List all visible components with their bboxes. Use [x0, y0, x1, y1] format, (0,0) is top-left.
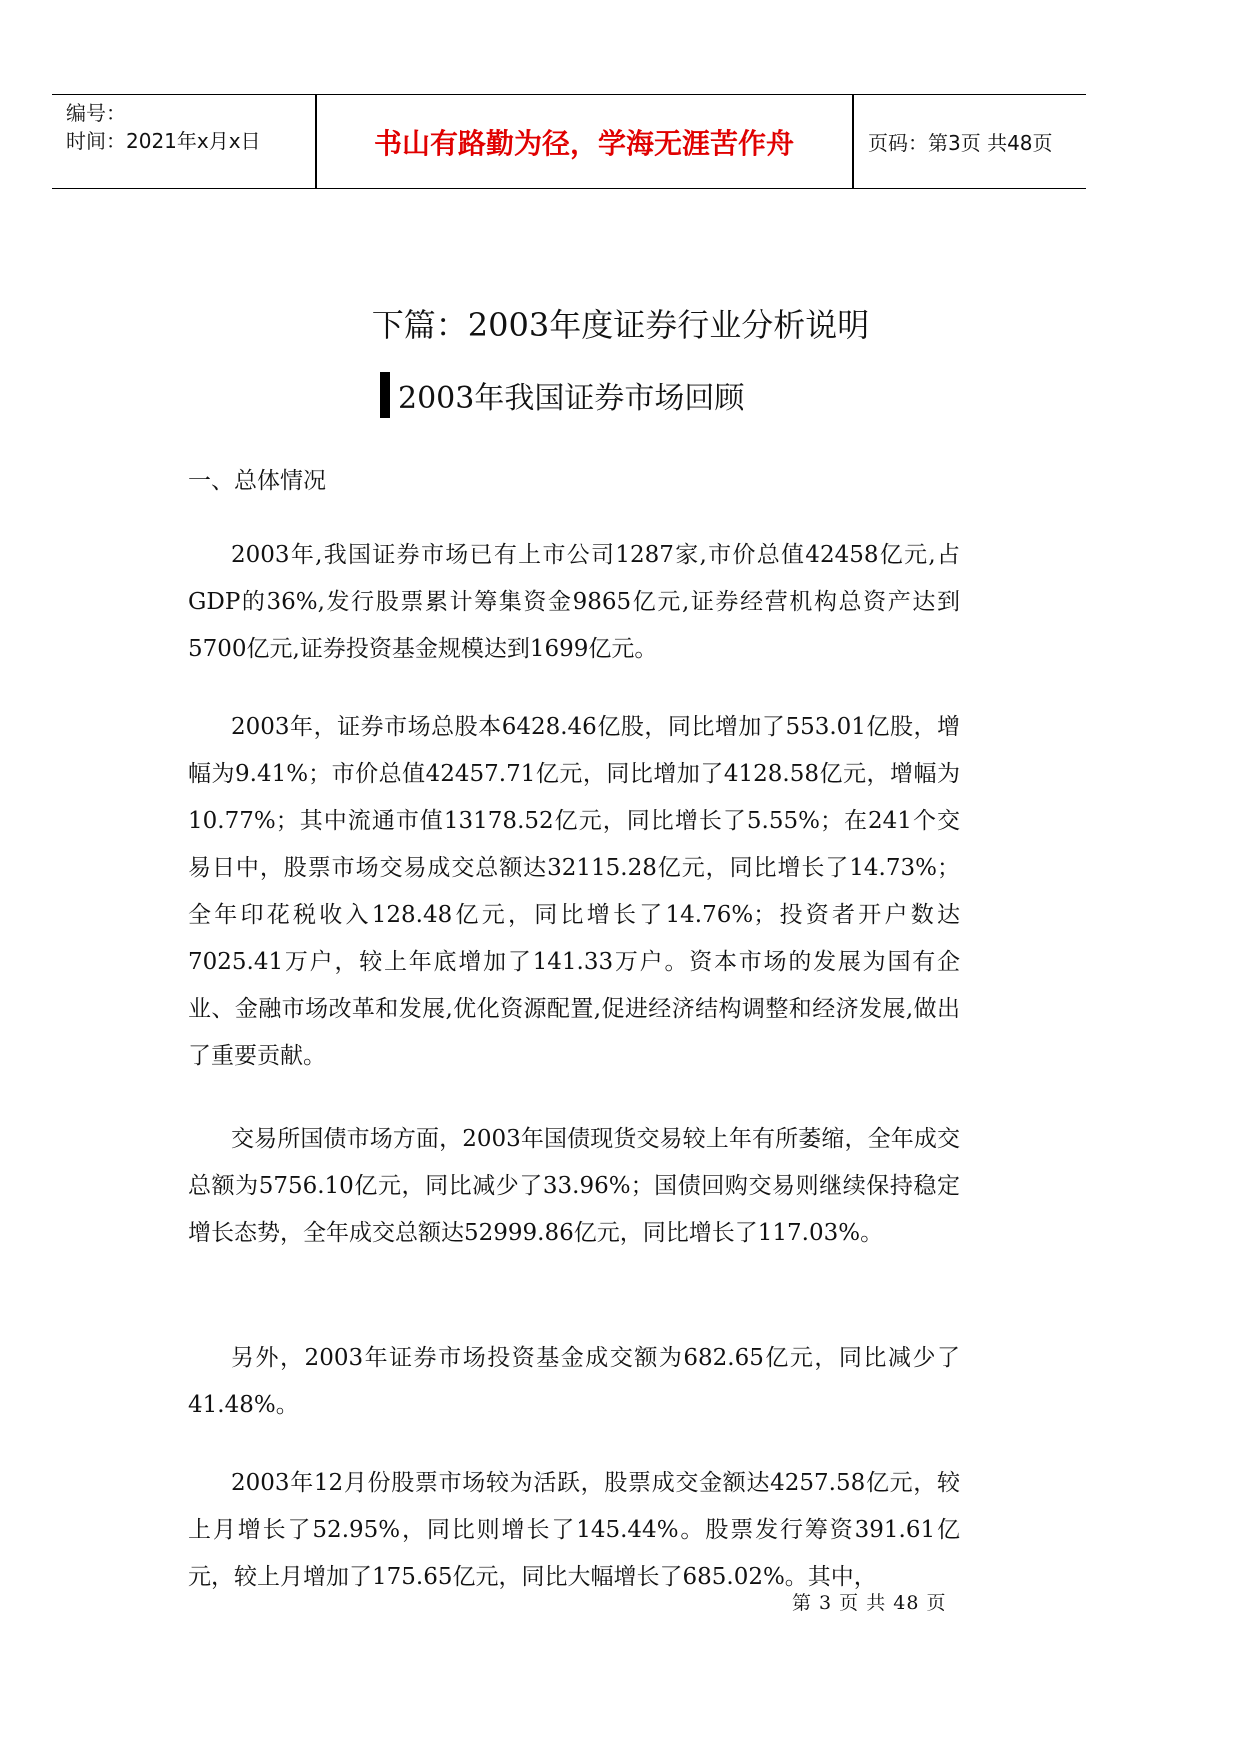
header-page-info: 页码：第3页 共48页: [868, 131, 1053, 155]
header-meta: [52, 95, 315, 188]
paragraph: 2003年12月份股票市场较为活跃，股票成交金额达4257.58亿元，较上月增长了52.95%，同比则增长了145.44%。股票发行筹资391.61亿元，较上月增加了175.65亿元，同比大幅增长了685.02%。其中，: [188, 1470, 960, 1590]
date-label: 时间：2021年x月x日: [66, 129, 261, 153]
document-subtitle: [380, 372, 744, 418]
heading-marker: [380, 372, 390, 418]
document-header: [52, 94, 1086, 189]
header-motto: 书山有路勤为径，学海无涯苦作舟: [373, 126, 794, 160]
paragraph: 交易所国债市场方面，2003年国债现货交易较上年有所萎缩，全年成交总额为5756.10亿元，同比减少了33.96%；国债回购交易则继续保持稳定增长态势，全年成交总额达52999.86亿元，同比增长了117.03%。: [188, 1126, 960, 1246]
paragraph: 2003年，证券市场总股本6428.46亿股，同比增加了553.01亿股，增幅为9.41%；市价总值42457.71亿元，同比增加了4128.58亿元，增幅为10.77%；其中流通市值13178.52亿元，同比增长了5.55%；在241个交易日中，股票市场交易成交总额达32115.28亿元，同比增长了14.73%；全年印花税收入128.48亿元，同比增长了14.76%；投资者开户数达7025.41万户，较上年底增加了141.33万户。资本市场的发展为国有企业、金融市场改革和发展,优化资源配置,促进经济结构调整和经济发展,做出了重要贡献。: [188, 714, 960, 1069]
page-footer: 第 3 页 共 48 页: [792, 1592, 947, 1614]
document-title: 下篇：2003年度证券行业分析说明: [371, 306, 870, 344]
subtitle-text: 2003年我国证券市场回顾: [398, 381, 745, 416]
paragraph: 2003年,我国证券市场已有上市公司1287家,市价总值42458亿元,占GDP的36%,发行股票累计筹集资金9865亿元,证券经营机构总资产达到5700亿元,证券投资基金规模达到1699亿元。: [188, 542, 960, 662]
section-heading: 一、总体情况: [188, 468, 326, 494]
paragraph: 另外，2003年证券市场投资基金成交额为682.65亿元，同比减少了41.48%。: [188, 1345, 960, 1418]
number-label: 编号：: [66, 101, 126, 125]
